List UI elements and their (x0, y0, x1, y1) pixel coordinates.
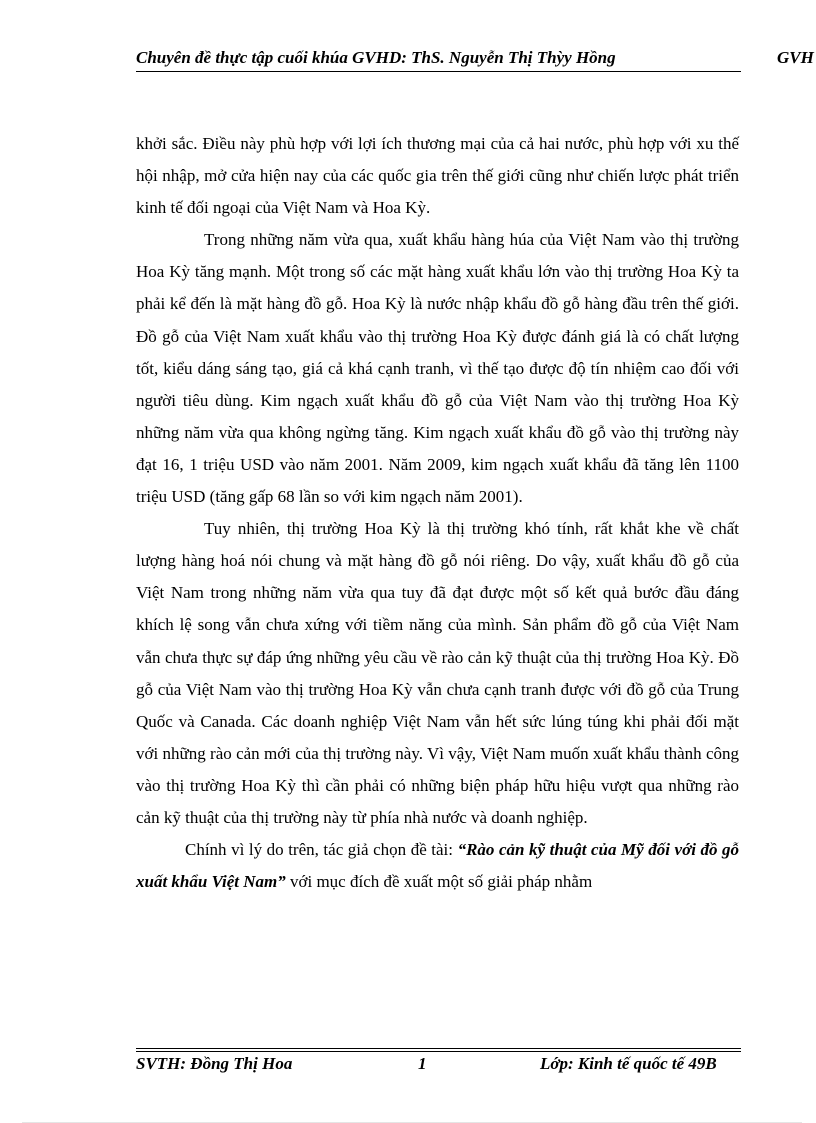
header-rule (136, 71, 741, 72)
page-number: 1 (418, 1054, 427, 1073)
footer-rule-top (136, 1048, 741, 1049)
paragraph-4 (136, 834, 739, 898)
paragraph-3: Tuy nhiên, thị trường Hoa Kỳ là thị trường khó tính, rất khắt khe về chất lượng hàng hoá nói chung và mặt hàng đồ gỗ nói riêng. Do vậy, xuất khẩu đồ gỗ của Việt Nam trong những năm vừa qua tuy đã đạt được một số kết quả bước đầu đáng khích lệ song vẫn chưa xứng với tiềm năng của mình. Sản phẩm đồ gỗ của Việt Nam vẫn chưa thực sự đáp ứng những yêu cầu về rào cản kỹ thuật của thị trường Hoa Kỳ. Đồ gỗ của Việt Nam vào thị trường Hoa Kỳ vẫn chưa cạnh tranh được với đồ gỗ của Trung Quốc và Canada. Các doanh nghiệp Việt Nam vẫn hết sức lúng túng khi phải đối mặt với những rào cản mới của thị trường này. Vì vậy, Việt Nam muốn xuất khẩu thành công vào thị trường Hoa Kỳ thì cần phải có những biện pháp hữu hiệu vượt qua những rào cản kỹ thuật của thị trường này từ phía nhà nước và doanh nghiệp. (136, 519, 739, 827)
footer-student: SVTH: Đồng Thị Hoa (136, 1054, 293, 1073)
paragraph-4-tail: với mục đích đề xuất một số giải pháp nhằm (285, 872, 593, 892)
footer-rule-bottom (136, 1051, 741, 1052)
thesis-title: “Rào cản kỹ thuật của Mỹ đối với đồ gỗ xuất khẩu Việt Nam” (136, 840, 740, 892)
document-body (136, 128, 739, 898)
header-title: Chuyên đề thực tập cuối khúa GVHD: ThS. Nguyễn Thị Thỳy Hồng (136, 48, 616, 67)
paragraph-1: khởi sắc. Điều này phù hợp với lợi ích thương mại của cả hai nước, phù hợp với xu thế hội nhập, mở cửa hiện nay của các quốc gia trên thế giới cũng như chiến lược phát triển kinh tế đối ngoại của Việt Nam và Hoa Kỳ. (136, 134, 739, 218)
paragraph-4-lead: Chính vì lý do trên, tác giả chọn đề tài: (185, 840, 458, 860)
header-right-text: GVH (777, 48, 814, 67)
footer-class: Lớp: Kinh tế quốc tế 49B (540, 1054, 717, 1073)
paragraph-2: Trong những năm vừa qua, xuất khẩu hàng húa của Việt Nam vào thị trường Hoa Kỳ tăng mạnh. Một trong số các mặt hàng xuất khẩu lớn vào thị trường Hoa Kỳ ta phải kể đến là mặt hàng đồ gỗ. Hoa Kỳ là nước nhập khẩu đồ gỗ hàng đầu trên thế giới. Đồ gỗ của Việt Nam xuất khẩu vào thị trường Hoa Kỳ được đánh giá là có chất lượng tốt, kiểu dáng sáng tạo, giá cả khá cạnh tranh, vì thế tạo được độ tín nhiệm cao đối với người tiêu dùng. Kim ngạch xuất khẩu đồ gỗ của Việt Nam vào thị trường Hoa Kỳ những năm vừa qua không ngừng tăng. Kim ngạch xuất khẩu đồ gỗ vào thị trường này đạt 16, 1 triệu USD vào năm 2001. Năm 2009, kim ngạch xuất khẩu đã tăng lên 1100 triệu USD (tăng gấp 68 lần so với kim ngạch năm 2001). (136, 230, 739, 507)
